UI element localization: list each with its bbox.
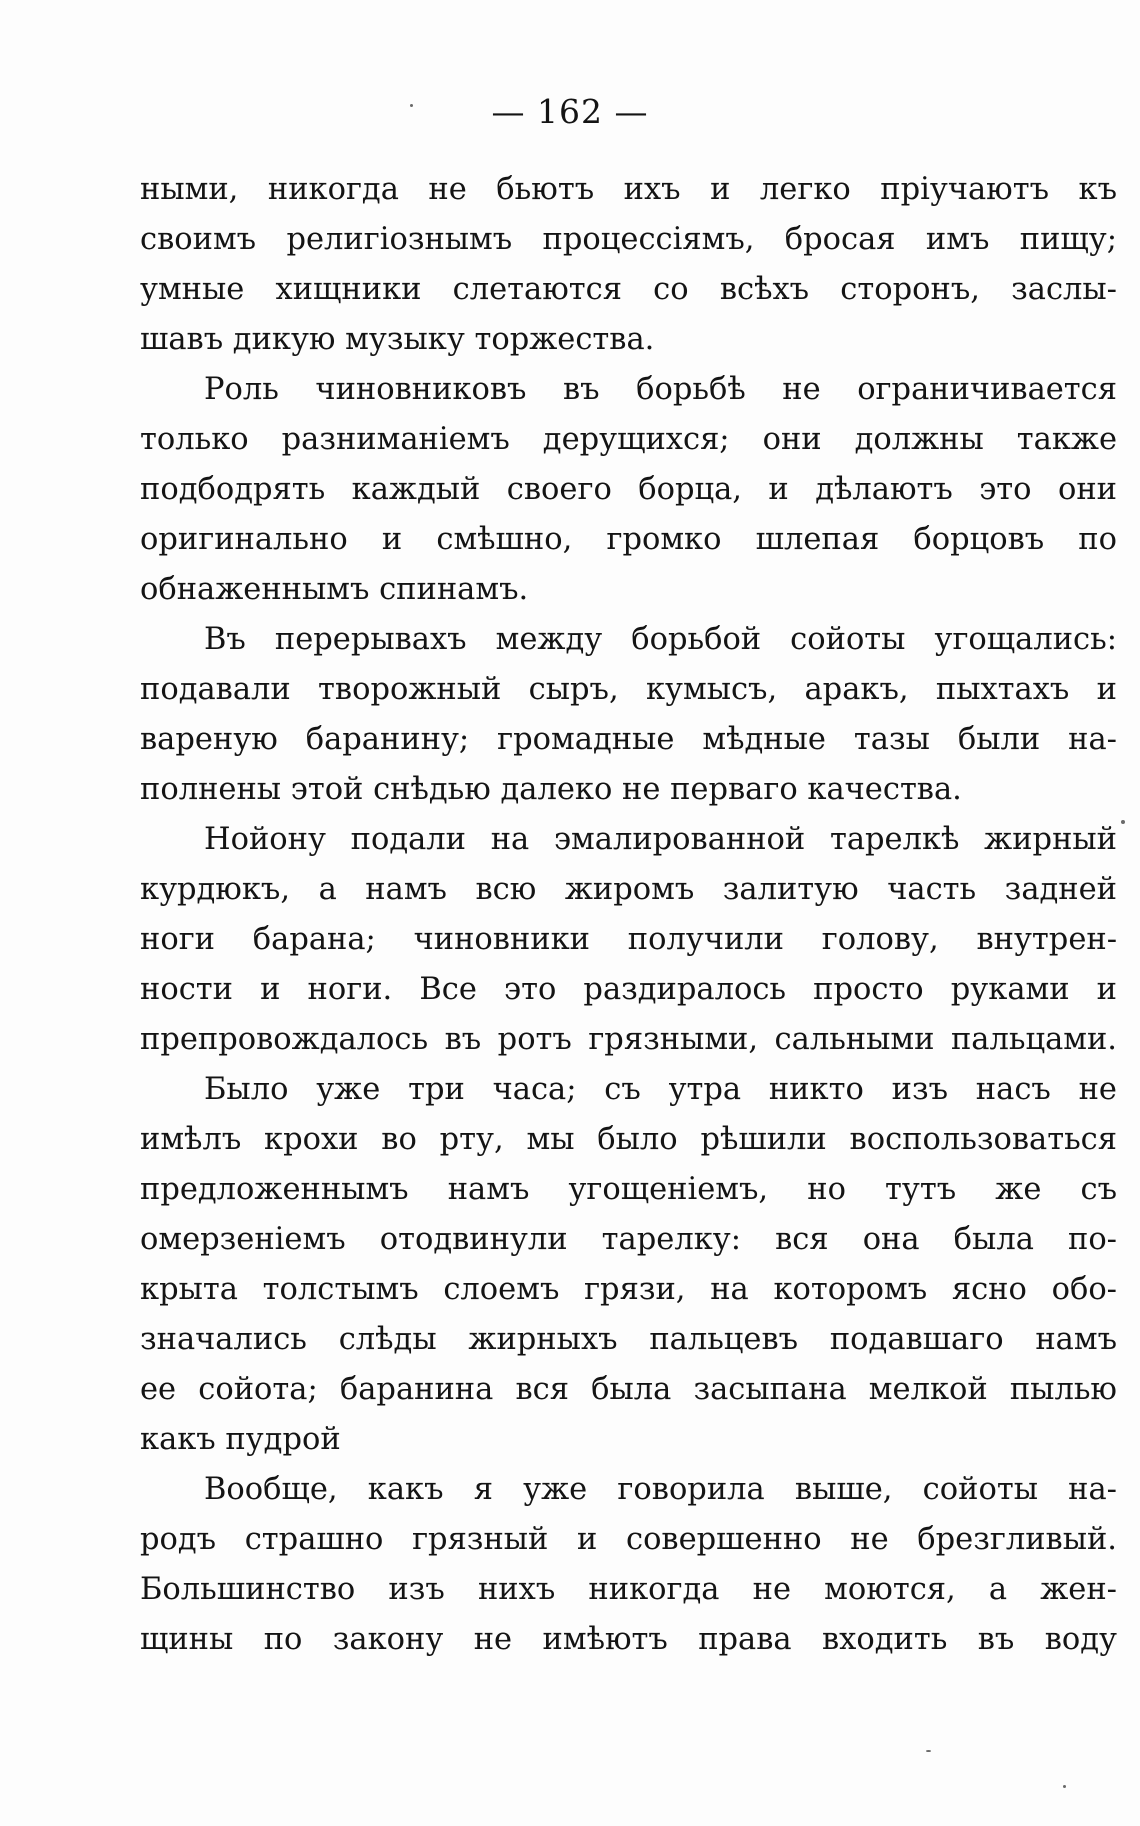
text-line: крыта толстымъ слоемъ грязи, на которомъ ясно обо- (140, 1272, 1117, 1307)
text-line: своимъ религіознымъ процессіямъ, бросая имъ пищу; (140, 222, 1117, 257)
text-line: Въ перерывахъ между борьбой сойоты угощались: (204, 622, 1117, 657)
text-line: родъ страшно грязный и совершенно не брезгливый. (140, 1522, 1117, 1557)
scan-speck (410, 104, 413, 107)
text-line: препровождалось въ ротъ грязными, сальными пальцами. (140, 1022, 1117, 1057)
text-line: омерзеніемъ отодвинули тарелку: вся она была по- (140, 1222, 1117, 1257)
text-line: подавали творожный сыръ, кумысъ, аракъ, пыхтахъ и (140, 672, 1117, 707)
text-line: Было уже три часа; съ утра никто изъ насъ не (204, 1072, 1117, 1107)
scan-speck (1121, 820, 1125, 824)
text-line: оригинально и смѣшно, громко шлепая борцовъ по (140, 522, 1117, 557)
text-line: ноги барана; чиновники получили голову, внутрен- (140, 922, 1117, 957)
text-line: обнаженнымъ спинамъ. (140, 572, 529, 607)
scan-speck (926, 1750, 931, 1752)
text-line: предложеннымъ намъ угощеніемъ, но тутъ же съ (140, 1172, 1117, 1207)
page-number: — 162 — (491, 92, 649, 131)
text-line: какъ пудрой (140, 1422, 341, 1457)
text-line: имѣлъ крохи во рту, мы было рѣшили воспользоваться (140, 1122, 1117, 1157)
text-line: Роль чиновниковъ въ борьбѣ не ограничивается (204, 372, 1117, 407)
text-line: подбодрять каждый своего борца, и дѣлаютъ это они (140, 472, 1117, 507)
body-text (140, 165, 1117, 1665)
text-line: Нойону подали на эмалированной тарелкѣ жирный (204, 822, 1117, 857)
text-line: шавъ дикую музыку торжества. (140, 322, 655, 357)
scan-speck (1063, 1785, 1066, 1788)
text-line: значались слѣды жирныхъ пальцевъ подавшаго намъ (140, 1322, 1117, 1357)
text-line: Большинство изъ нихъ никогда не моются, а жен- (140, 1572, 1117, 1607)
text-line: полнены этой снѣдью далеко не перваго качества. (140, 772, 962, 807)
text-line: умные хищники слетаются со всѣхъ сторонъ, заслы- (140, 272, 1117, 307)
text-line: вареную баранину; громадные мѣдные тазы были на- (140, 722, 1117, 757)
text-line: ными, никогда не бьютъ ихъ и легко пріучаютъ къ (140, 172, 1117, 207)
text-line: ности и ноги. Все это раздиралось просто руками и (140, 972, 1117, 1007)
text-line: Вообще, какъ я уже говорила выше, сойоты на- (204, 1472, 1117, 1507)
text-line: ее сойота; баранина вся была засыпана мелкой пылью (140, 1372, 1117, 1407)
text-line: курдюкъ, а намъ всю жиромъ залитую часть задней (140, 872, 1117, 907)
text-line: только разниманіемъ дерущихся; они должны также (140, 422, 1117, 457)
text-line: щины по закону не имѣютъ права входить въ воду (140, 1622, 1117, 1657)
